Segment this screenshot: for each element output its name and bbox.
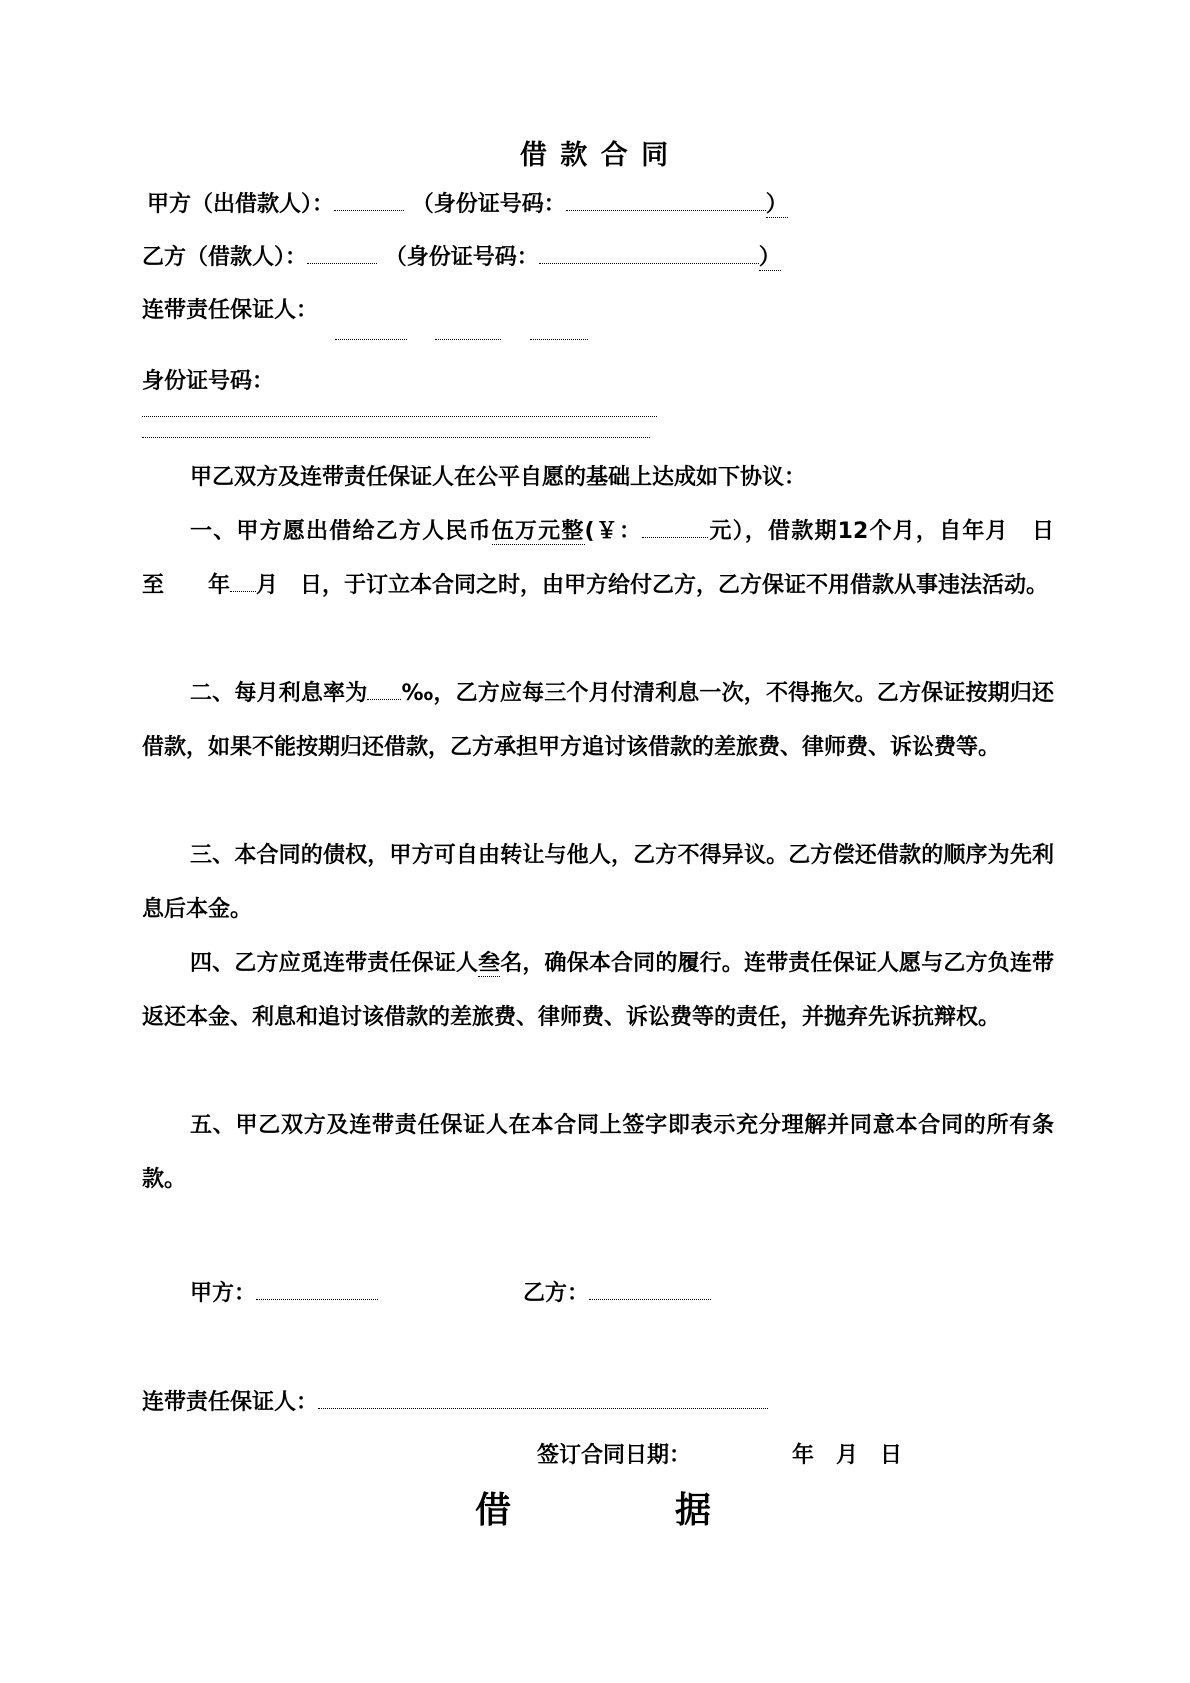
sign-date-row	[537, 1441, 691, 1471]
clause-1-text-d: 个月，自年	[868, 519, 986, 544]
clause-2	[142, 667, 1054, 775]
clause-1-text-b: (￥：	[584, 519, 643, 544]
party-b-label: 乙方（借款人）：	[142, 245, 308, 270]
party-a-row	[147, 188, 788, 220]
party-b-row	[142, 241, 781, 273]
clause-2-rate-field[interactable]	[367, 677, 401, 700]
clause-1-line2: 月 日 至 年	[142, 519, 1076, 598]
clause-4-count[interactable]: 叁	[478, 951, 501, 976]
id-number-field-1[interactable]	[142, 416, 657, 417]
sign-a-field[interactable]	[256, 1277, 378, 1300]
clause-5: 五、甲乙双方及连带责任保证人在本合同上签字即表示充分理解并同意本合同的所有条款。	[142, 1113, 1054, 1192]
clause-1-text-e: 月 日，于订立本合同之时，由甲方给付乙方，乙方保证不用借款从事违法活动。	[256, 573, 1049, 598]
guarantor-field-3[interactable]	[530, 339, 588, 340]
guarantor-field-2[interactable]	[435, 339, 501, 340]
sign-a-label: 甲方：	[190, 1281, 257, 1306]
sign-guarantor-label: 连带责任保证人：	[142, 1390, 319, 1415]
clause-4-text-b: 名，确保本合同的履行。连带责任保证人愿与乙方负连带返还本金、利息和追讨该借款的差旅费、律师费、诉讼费等的责任，并抛弃先诉抗辩权。	[142, 951, 1054, 1030]
sign-b-row	[523, 1277, 711, 1309]
party-b-name-field[interactable]	[307, 241, 377, 264]
party-b-id-field[interactable]	[539, 241, 759, 264]
guarantor-label: 连带责任保证人：	[142, 298, 319, 323]
sign-b-field[interactable]	[589, 1277, 711, 1300]
clause-4	[142, 937, 1054, 1045]
sign-guarantor-row	[142, 1386, 768, 1418]
clause-2-text-a: 二、每月利息率为	[190, 681, 368, 706]
clause-1-text-c: 元），借款期	[708, 519, 838, 544]
sign-date-ymd: 年 月 日	[792, 1443, 903, 1468]
party-a-label: 甲方（出借款人）：	[147, 192, 335, 217]
clause-3: 三、本合同的债权，甲方可自由转让与他人，乙方不得异议。乙方偿还借款的顺序为先利息后本金。	[142, 843, 1054, 922]
guarantor-row	[142, 296, 318, 326]
party-a-id-field[interactable]	[566, 188, 766, 211]
clause-1-term: 12	[837, 519, 869, 544]
guarantor-field-1[interactable]	[335, 339, 407, 340]
clause-1-text-a: 一、甲方愿出借给乙方人民币	[190, 519, 492, 544]
intro-text: 甲乙双方及连带责任保证人在公平自愿的基础上达成如下协议：	[190, 465, 807, 490]
party-a-id-label: （身份证号码：	[411, 192, 566, 217]
party-b-id-label: （身份证号码：	[384, 245, 539, 270]
sign-b-label: 乙方：	[523, 1281, 590, 1306]
clause-2-text-b: ‰，乙方应每三个月付清利息一次，不得拖欠。乙方保证按期归还借款，如果不能按期归还借款，乙方承担甲方追讨该借款的差旅费、律师费、诉讼费等。	[142, 681, 1054, 760]
sign-guarantor-field[interactable]	[318, 1386, 768, 1409]
party-a-id-close: ）	[765, 192, 788, 217]
next-document-title: 借 据	[474, 1490, 715, 1531]
clause-1-amount[interactable]: 伍万元整	[491, 519, 585, 544]
clause-4-text-a: 四、乙方应觅连带责任保证人	[190, 951, 479, 976]
id-number-label: 身份证号码：	[142, 369, 275, 394]
party-a-name-field[interactable]	[334, 188, 404, 211]
sign-date-label: 签订合同日期：	[537, 1443, 692, 1468]
party-b-id-close: ）	[758, 245, 781, 270]
clause-1-month-field[interactable]	[230, 569, 256, 592]
clause-1	[142, 505, 1076, 613]
id-number-field-2[interactable]	[142, 437, 650, 438]
clause-1-amount-number-field[interactable]	[642, 515, 708, 538]
id-number-row	[142, 367, 274, 397]
document-title: 借 款 合 同	[519, 140, 671, 171]
sign-a-row	[190, 1277, 378, 1309]
